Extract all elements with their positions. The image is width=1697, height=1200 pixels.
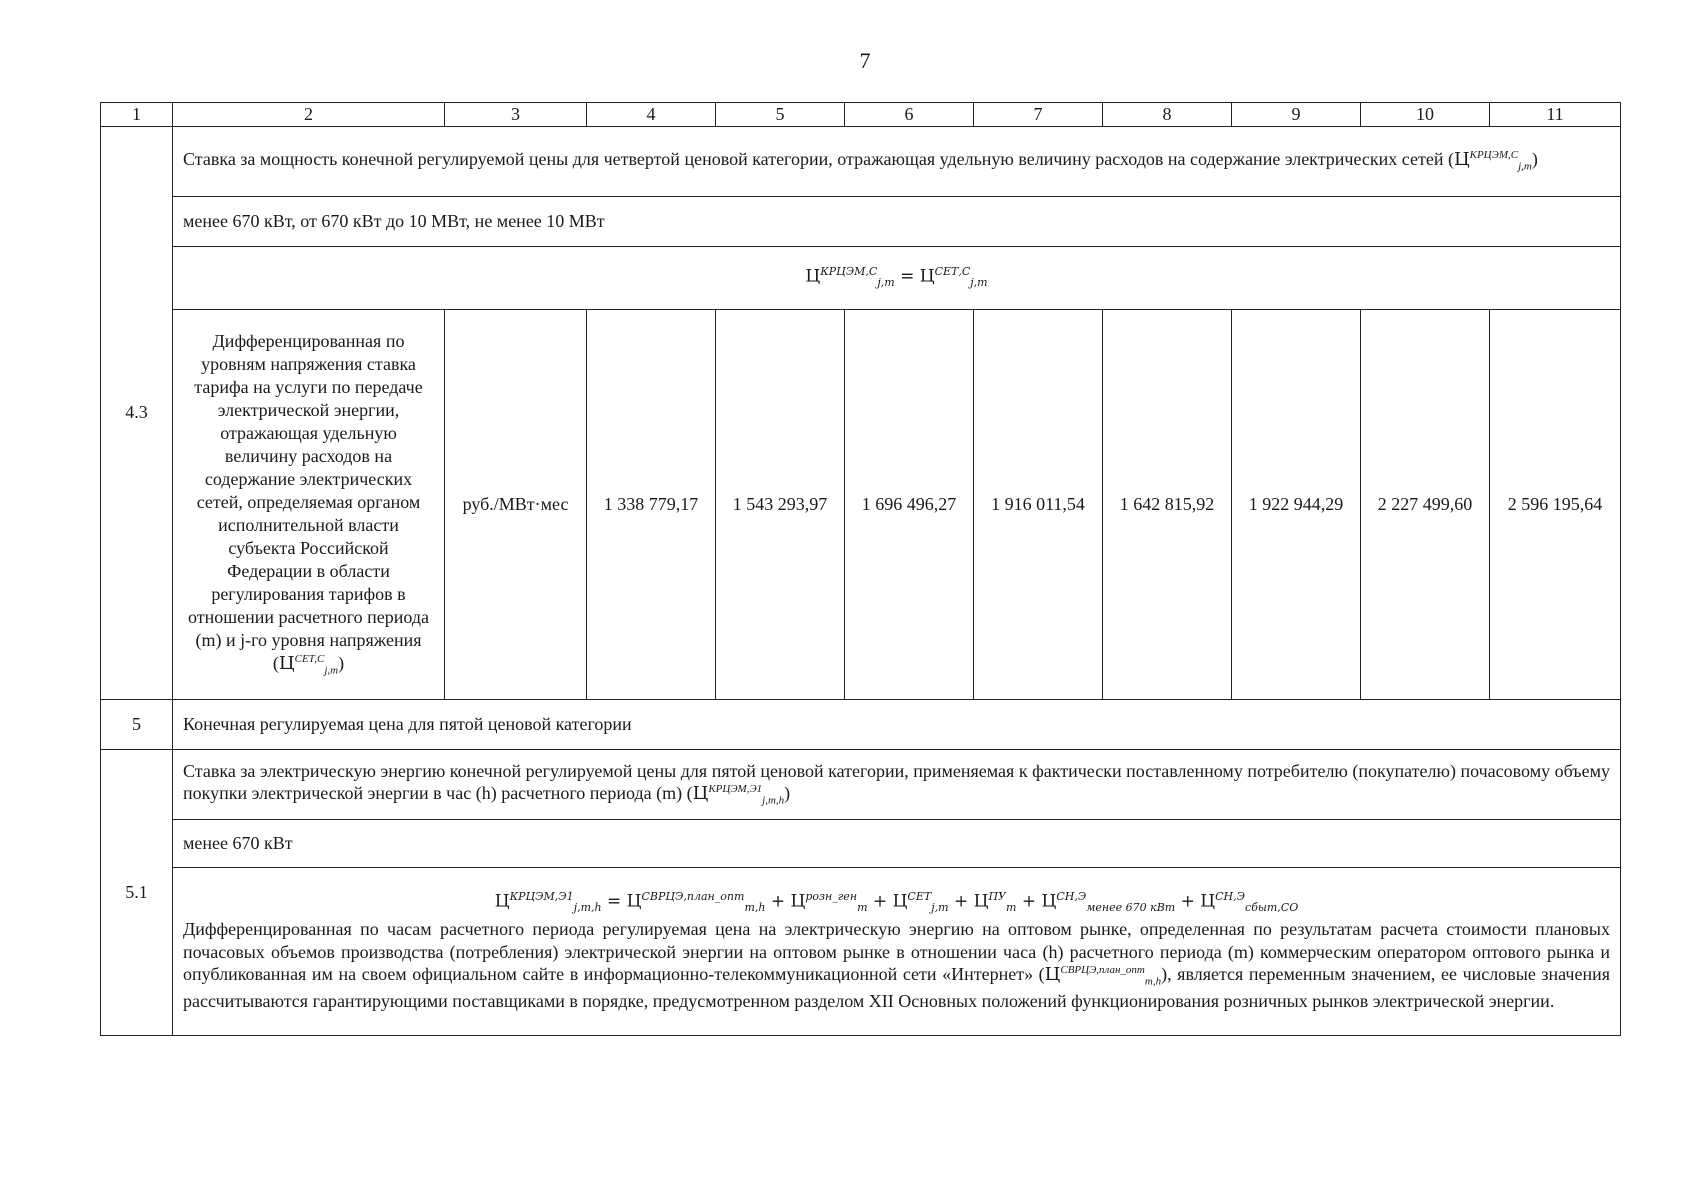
- header-col-4: 4: [587, 103, 716, 127]
- paragraph-part-1: Дифференцированная по часам расчетного периода регулируемая цена на электрическую энергию на оптовом рынке, определенная по результатам расчета стоимости плановых почасовых объемов производства (потребления) электрической энергии на оптовом рынке в отношении часа (h) расчетного периода (m) коммерческим оператором оптового рынка и опубликованная им на своем официальном сайте в информационно-телекоммуникационной сети «Интернет» (: [183, 919, 1610, 985]
- f-term-3-sup: розн_ген: [805, 889, 858, 903]
- paragraph-sup: СВРЦЭ,план_опт: [1060, 964, 1145, 977]
- header-col-6: 6: [845, 103, 974, 127]
- header-col-9: 9: [1232, 103, 1361, 127]
- f-term-4-sup: СЕТ: [907, 889, 932, 903]
- section-5-number: 5: [101, 699, 173, 749]
- section-5-1-body-row: [101, 867, 1621, 1035]
- header-row: [101, 103, 1621, 127]
- f-plus-4: +: [1016, 891, 1042, 912]
- section-4-3-title-text: Ставка за мощность конечной регулируемой цены для четвертой ценовой категории, отражающая удельную величину расходов на содержание электрических сетей (: [183, 148, 1454, 169]
- description-text: Дифференцированная по уровням напряжения ставка тарифа на услуги по передаче электрической энергии, отражающая удельную величину расходов на содержание электрических сетей, определяемая органом исполнительной власти субъекта Российской Федерации в области регулирования тарифов в отношении расчетного периода (m) и j-го уровня напряжения (: [188, 330, 429, 674]
- f-term-6-sub: менее 670 кВт: [1086, 900, 1176, 914]
- header-col-5: 5: [716, 103, 845, 127]
- header-col-7: 7: [974, 103, 1103, 127]
- f-term-5-sup: ПУ: [988, 889, 1006, 903]
- f-plus-5: +: [1175, 891, 1201, 912]
- formula-lhs-sup: КРЦЭМ,С: [820, 265, 878, 279]
- section-5-1-sub: j,m,h: [762, 794, 785, 807]
- value-cell-col-11: 2 596 195,64: [1490, 309, 1621, 699]
- section-5-1-paragraph: [183, 918, 1610, 1012]
- f-term-6-sup: СН,Э: [1056, 889, 1087, 903]
- f-term-6-symbol: Ц: [1041, 891, 1057, 912]
- value-cell-col-5: 1 543 293,97: [716, 309, 845, 699]
- f-term-2-symbol: Ц: [626, 891, 642, 912]
- tariff-superscript: КРЦЭМ,С: [1469, 148, 1519, 161]
- section-5-row: [101, 699, 1621, 749]
- header-col-1: 1: [101, 103, 173, 127]
- f-term-7-symbol: Ц: [1200, 891, 1216, 912]
- f-term-3-sub: m: [857, 900, 868, 914]
- value-cell-col-6: 1 696 496,27: [845, 309, 974, 699]
- formula-rhs-symbol: Ц: [919, 266, 935, 287]
- f-plus-2: +: [867, 891, 893, 912]
- paragraph-symbol: Ц: [1044, 964, 1061, 986]
- section-5-1-number: 5.1: [101, 749, 173, 1035]
- formula-rhs-sub: j,m: [970, 276, 988, 290]
- description-close: ): [338, 653, 345, 674]
- section-4-3-title: [173, 126, 1621, 196]
- value-cell-col-7: 1 916 011,54: [974, 309, 1103, 699]
- section-4-3-number: 4.3: [101, 126, 173, 699]
- title-close-paren: ): [1531, 148, 1538, 169]
- formula-lhs-sub: j,m: [877, 276, 895, 290]
- tariff-table: [100, 102, 1621, 1036]
- section-4-3-power-range: менее 670 кВт, от 670 кВт до 10 МВт, не менее 10 МВт: [173, 196, 1621, 246]
- header-col-3: 3: [445, 103, 587, 127]
- section-5-1-title-text: Ставка за электрическую энергию конечной регулируемой цены для пятой ценовой категории, применяемая к фактически поставленному потребителю (покупателю) почасовому объему покупки электрической энергии в час (h) расчетного периода (m) (: [183, 760, 1610, 804]
- value-cell-col-8: 1 642 815,92: [1103, 309, 1232, 699]
- formula-lhs-symbol: Ц: [805, 266, 821, 287]
- paragraph-part-2: ), является переменным значением, ее числовые значения рассчитываются гарантирующими поставщиками в порядке, предусмотренном разделом XII Основных положений функционирования розничных рынков электрической энергии.: [183, 964, 1611, 1011]
- f-plus-1: +: [765, 891, 791, 912]
- f-term-4-sub: j,m: [931, 900, 949, 914]
- tariff-symbol: Ц: [1453, 148, 1470, 170]
- page-number: 7: [859, 48, 871, 73]
- description-sup: СЕТ,С: [294, 653, 325, 666]
- f-term-1-sup: КРЦЭМ,Э1: [509, 889, 574, 903]
- section-5-title: Конечная регулируемая цена для пятой ценовой категории: [173, 699, 1621, 749]
- f-term-4-symbol: Ц: [892, 891, 908, 912]
- section-5-1-title: [173, 749, 1621, 819]
- unit-cell: руб./МВт·мес: [445, 309, 587, 699]
- f-term-7-sub: сбыт,СО: [1245, 900, 1299, 914]
- value-cell-col-9: 1 922 944,29: [1232, 309, 1361, 699]
- f-term-3-symbol: Ц: [790, 891, 806, 912]
- section-5-1-symbol: Ц: [692, 783, 709, 805]
- header-col-2: 2: [173, 103, 445, 127]
- f-term-1-symbol: Ц: [494, 891, 510, 912]
- section-5-1-power-row: [101, 819, 1621, 867]
- f-plus-3: +: [948, 891, 974, 912]
- f-term-7-sup: СН,Э: [1215, 889, 1246, 903]
- description-sub: j,m: [324, 664, 339, 677]
- section-4-3-values-row: [101, 309, 1621, 699]
- formula-equals: =: [894, 266, 920, 287]
- header-col-11: 11: [1490, 103, 1621, 127]
- header-col-10: 10: [1361, 103, 1490, 127]
- section-4-3-formula-row: [101, 246, 1621, 309]
- f-term-2-sup: СВРЦЭ,план_опт: [641, 889, 745, 903]
- section-5-1-body: [173, 867, 1621, 1035]
- formula-rhs-sup: СЕТ,С: [934, 265, 971, 279]
- section-5-1-close: ): [784, 783, 791, 804]
- section-4-3-power-row: [101, 196, 1621, 246]
- paragraph-sub: m,h: [1144, 976, 1162, 989]
- f-term-1-sub: j,m,h: [573, 900, 602, 914]
- section-4-3-formula: [173, 246, 1621, 309]
- f-equals: =: [601, 891, 627, 912]
- f-term-2-sub: m,h: [744, 900, 766, 914]
- f-term-5-sub: m: [1005, 900, 1017, 914]
- value-cell-col-10: 2 227 499,60: [1361, 309, 1490, 699]
- section-5-1-title-row: [101, 749, 1621, 819]
- f-term-5-symbol: Ц: [973, 891, 989, 912]
- section-5-1-sup: КРЦЭМ,Э1: [708, 783, 763, 796]
- section-5-1-power-range: менее 670 кВт: [173, 819, 1621, 867]
- header-col-8: 8: [1103, 103, 1232, 127]
- description-symbol: Ц: [278, 653, 295, 675]
- tariff-subscript: j,m: [1518, 160, 1532, 173]
- section-4-3-title-row: [101, 126, 1621, 196]
- value-cell-col-4: 1 338 779,17: [587, 309, 716, 699]
- section-4-3-description: [173, 309, 445, 699]
- section-5-1-formula: [183, 890, 1610, 915]
